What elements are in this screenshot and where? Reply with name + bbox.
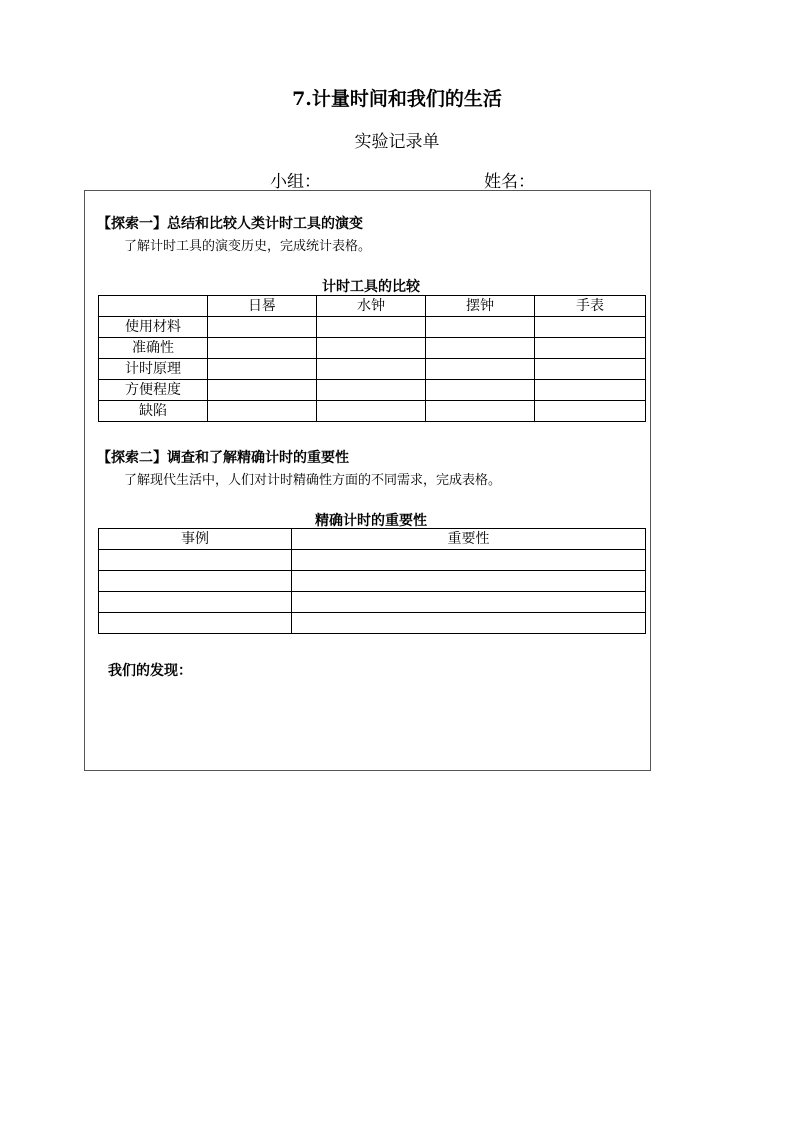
precise-timing-table — [98, 528, 646, 634]
table-header-cell: 水钟 — [317, 296, 426, 317]
input-cell[interactable] — [317, 317, 426, 338]
table-row — [99, 592, 646, 613]
table-row — [99, 401, 646, 422]
input-cell[interactable] — [535, 380, 646, 401]
row-label: 使用材料 — [99, 317, 208, 338]
section2-description: 了解现代生活中，人们对计时精确性方面的不同需求，完成表格。 — [124, 473, 502, 488]
input-cell[interactable] — [535, 401, 646, 422]
input-cell[interactable] — [208, 338, 317, 359]
table-header-cell: 摆钟 — [426, 296, 535, 317]
input-cell[interactable] — [317, 359, 426, 380]
input-cell[interactable] — [208, 317, 317, 338]
page-subtitle: 实验记录单 — [354, 132, 440, 152]
table-header-row — [99, 529, 646, 550]
row-label: 缺陷 — [99, 401, 208, 422]
input-cell[interactable] — [99, 613, 292, 634]
table-header-cell: 手表 — [535, 296, 646, 317]
row-label: 方便程度 — [99, 380, 208, 401]
table-row — [99, 359, 646, 380]
input-cell[interactable] — [426, 380, 535, 401]
group-label: 小组： — [270, 172, 321, 192]
table-row — [99, 338, 646, 359]
input-cell[interactable] — [99, 571, 292, 592]
page-title: 7.计量时间和我们的生活 — [292, 88, 502, 110]
input-cell[interactable] — [292, 613, 646, 634]
row-label: 准确性 — [99, 338, 208, 359]
input-cell[interactable] — [208, 401, 317, 422]
table-header-cell — [99, 296, 208, 317]
input-cell[interactable] — [317, 380, 426, 401]
table-header-cell: 日晷 — [208, 296, 317, 317]
findings-label: 我们的发现： — [108, 663, 192, 679]
table-row — [99, 317, 646, 338]
table-header-cell: 事例 — [99, 529, 292, 550]
table-row — [99, 550, 646, 571]
input-cell[interactable] — [426, 317, 535, 338]
input-cell[interactable] — [99, 592, 292, 613]
table-row — [99, 380, 646, 401]
table-row — [99, 571, 646, 592]
input-cell[interactable] — [99, 550, 292, 571]
input-cell[interactable] — [535, 338, 646, 359]
table-header-row — [99, 296, 646, 317]
input-cell[interactable] — [426, 359, 535, 380]
input-cell[interactable] — [426, 338, 535, 359]
table-header-cell: 重要性 — [292, 529, 646, 550]
input-cell[interactable] — [292, 550, 646, 571]
name-label: 姓名： — [484, 172, 535, 192]
input-cell[interactable] — [317, 401, 426, 422]
input-cell[interactable] — [292, 592, 646, 613]
input-cell[interactable] — [292, 571, 646, 592]
input-cell[interactable] — [535, 317, 646, 338]
section2-table-title: 精确计时的重要性 — [315, 513, 427, 529]
input-cell[interactable] — [535, 359, 646, 380]
input-cell[interactable] — [208, 380, 317, 401]
table-row — [99, 613, 646, 634]
input-cell[interactable] — [317, 338, 426, 359]
input-cell[interactable] — [208, 359, 317, 380]
section2-heading: 【探索二】调查和了解精确计时的重要性 — [97, 450, 349, 466]
section1-heading: 【探索一】总结和比较人类计时工具的演变 — [97, 216, 363, 232]
input-cell[interactable] — [426, 401, 535, 422]
row-label: 计时原理 — [99, 359, 208, 380]
section1-description: 了解计时工具的演变历史，完成统计表格。 — [124, 239, 372, 254]
timekeeping-tools-table — [98, 295, 646, 422]
section1-table-title: 计时工具的比较 — [322, 279, 420, 295]
